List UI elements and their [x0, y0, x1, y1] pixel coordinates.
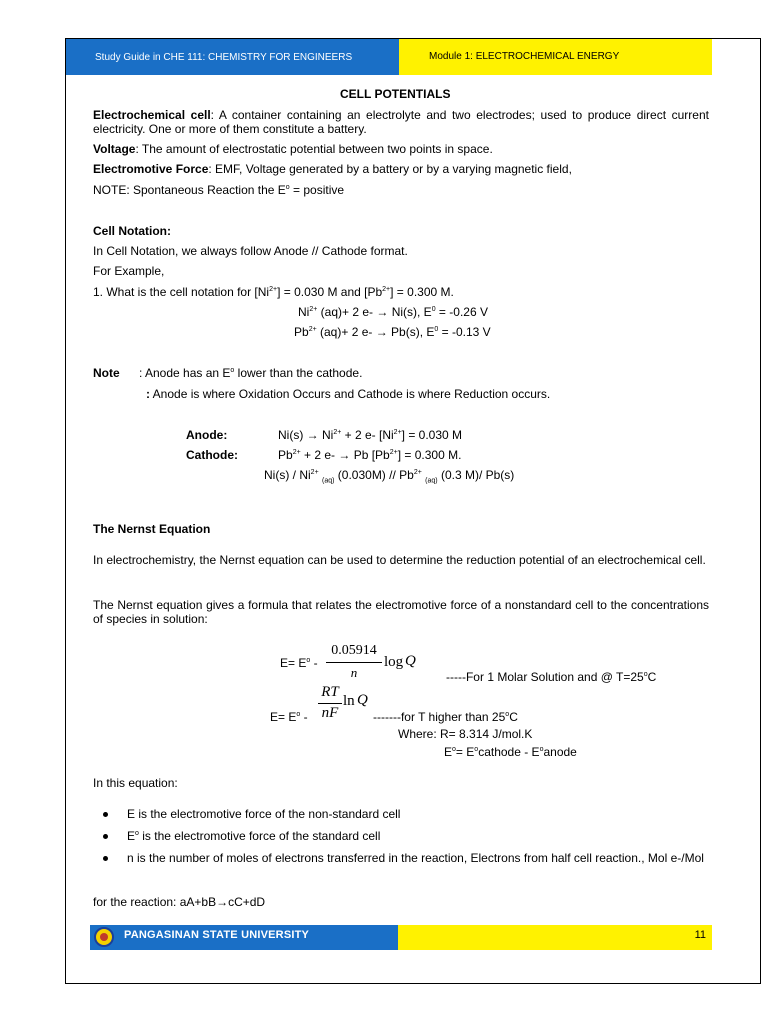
subscript: (aq) — [425, 477, 438, 485]
text: (aq)+ 2 e- → Pb(s), E — [316, 325, 435, 339]
eq2-fraction-bar — [318, 703, 342, 704]
anode-reaction — [278, 428, 462, 442]
note-text: = positive — [289, 183, 345, 197]
eq1-fraction-bar — [326, 662, 382, 663]
text: anode — [543, 745, 577, 759]
cathode-label: Cathode: — [186, 448, 238, 462]
text: E= E — [270, 710, 297, 724]
pb-half-reaction — [294, 325, 491, 339]
header-module: Module 1: ELECTROCHEMICAL ENERGY — [429, 51, 620, 62]
text: E= E — [280, 656, 307, 670]
superscript: o — [643, 671, 648, 678]
def-emf — [93, 162, 572, 176]
eq1-numerator: 0.05914 — [331, 643, 377, 658]
equation-intro: In this equation: — [93, 776, 178, 790]
university-seal-icon — [94, 927, 114, 947]
text: = -0.26 V — [435, 305, 488, 319]
superscript: 2+ — [309, 306, 318, 313]
subscript: (aq) — [322, 477, 335, 485]
note-line-1 — [139, 366, 362, 380]
superscript: o — [285, 184, 290, 191]
text: + 2 e- → Pb [Pb — [300, 448, 390, 462]
superscript: 2+ — [308, 326, 317, 333]
header-module-banner — [399, 39, 712, 75]
superscript: 2+ — [382, 286, 391, 293]
text: -------for T higher than 25 — [373, 710, 506, 724]
bullet-icon — [103, 812, 108, 817]
text: Pb — [294, 325, 309, 339]
superscript: o — [230, 367, 235, 374]
superscript: 2+ — [269, 286, 278, 293]
text: -----For 1 Molar Solution and @ T=25 — [446, 670, 644, 684]
superscript: o — [452, 746, 456, 753]
superscript: 2+ — [393, 429, 402, 436]
text: - — [300, 710, 308, 724]
text: : Anode has an E — [139, 366, 231, 380]
text: cathode - E — [478, 745, 540, 759]
text: ] = 0.030 M — [401, 428, 463, 442]
footer-page-banner — [398, 925, 712, 950]
text: is the electromotive force of the standard cell — [138, 829, 381, 843]
superscript: o — [306, 657, 311, 664]
eq1-log: log — [384, 654, 404, 670]
text: C — [509, 710, 518, 724]
def-term: Electromotive Force — [93, 162, 209, 176]
cathode-reaction — [278, 448, 461, 462]
eq2-q: Q — [357, 692, 368, 708]
text: - — [310, 656, 318, 670]
text: (0.030M) // Pb — [334, 468, 414, 482]
text: ] = 0.030 M and [Pb — [277, 285, 383, 299]
text: (0.3 M)/ Pb(s) — [437, 468, 515, 482]
text: C — [647, 670, 657, 684]
superscript: 0 — [434, 326, 439, 333]
eq2-numerator: RT — [321, 684, 339, 700]
text: Anode is where Oxidation Occurs and Cathode is where Reduction occurs. — [150, 387, 551, 401]
superscript: o — [474, 746, 479, 753]
def-electrochemical-cell — [93, 108, 709, 136]
question-1 — [93, 285, 454, 299]
eq2-ln: ln — [343, 693, 355, 709]
cell-notation-heading: Cell Notation: — [93, 224, 171, 238]
eq2-lhs — [270, 710, 308, 724]
general-reaction: for the reaction: aA+bB→cC+dD — [93, 895, 266, 909]
header-course-banner — [66, 39, 399, 75]
bullet-icon — [103, 856, 108, 861]
nernst-heading: The Nernst Equation — [93, 522, 211, 536]
text: ] = 0.300 M. — [397, 448, 462, 462]
text: E — [127, 829, 136, 843]
superscript: o — [539, 746, 544, 753]
text: = E — [455, 745, 475, 759]
bullet-n: n is the number of moles of electrons transferred in the reaction, Electrons from half cell reaction., Mol e-/Mol — [127, 851, 704, 865]
gas-constant: Where: R= 8.314 J/mol.K — [398, 727, 533, 741]
nernst-paragraph-2: The Nernst equation gives a formula that relates the electromotive force of a nonstandard cell to the concentrations of species in solution: — [93, 598, 709, 626]
nernst-paragraph-1: In electrochemistry, the Nernst equation can be used to determine the reduction potential of an electrochemical cell. — [93, 553, 706, 567]
text: = -0.13 V — [438, 325, 491, 339]
standard-potential-formula — [444, 745, 577, 759]
footer-university: PANGASINAN STATE UNIVERSITY — [124, 929, 310, 941]
text: (aq)+ 2 e- → Ni(s), E — [317, 305, 432, 319]
page-number: 11 — [694, 929, 706, 941]
superscript: 2+ — [389, 449, 398, 456]
text: Ni(s) → Ni — [278, 428, 334, 442]
text: E — [444, 745, 453, 759]
text: : — [146, 387, 150, 401]
note-line-2 — [146, 387, 550, 401]
text: Ni(s) / Ni — [264, 468, 311, 482]
cell-notation-rule: In Cell Notation, we always follow Anode // Cathode format. — [93, 244, 408, 258]
text: + 2 e- [Ni — [341, 428, 394, 442]
superscript: 0 — [431, 306, 436, 313]
def-term: Electrochemical cell — [93, 108, 211, 122]
note-label: Note — [93, 366, 120, 380]
bullet-icon — [103, 834, 108, 839]
text: 1. What is the cell notation for [Ni — [93, 285, 270, 299]
eq1-note — [446, 670, 656, 684]
bullet-e0 — [127, 829, 380, 843]
note-text: NOTE: Spontaneous Reaction the E — [93, 183, 286, 197]
def-text: : A container containing an electrolyte and two electrodes; used to produce direct current electricity. One or more of them constitute a battery. — [93, 108, 709, 136]
bullet-e: E is the electromotive force of the non-standard cell — [127, 807, 401, 821]
superscript: 2+ — [292, 449, 301, 456]
page-title: CELL POTENTIALS — [340, 87, 451, 101]
eq2-denominator: nF — [321, 705, 339, 721]
def-text: : EMF, Voltage generated by a battery or by a varying magnetic field, — [208, 162, 572, 176]
def-text: : The amount of electrostatic potential between two points in space. — [135, 142, 493, 156]
superscript: 2+ — [310, 469, 319, 476]
superscript: o — [135, 830, 139, 837]
text: Ni — [298, 305, 310, 319]
superscript: o — [296, 711, 301, 718]
for-example: For Example, — [93, 264, 165, 278]
eq1-q: Q — [405, 653, 416, 669]
note-spontaneous — [93, 183, 344, 197]
superscript: 2+ — [413, 469, 422, 476]
def-voltage — [93, 142, 493, 156]
ni-half-reaction — [298, 305, 488, 319]
anode-label: Anode: — [186, 428, 228, 442]
text: ] = 0.300 M. — [390, 285, 454, 299]
eq2-note — [373, 710, 518, 724]
footer-university-banner — [90, 925, 398, 950]
superscript: o — [505, 711, 510, 718]
eq1-denominator: n — [350, 665, 358, 680]
def-term: Voltage — [93, 142, 136, 156]
eq1-lhs — [280, 656, 318, 670]
cell-notation-answer — [264, 468, 515, 485]
text: Pb — [278, 448, 293, 462]
text: lower than the cathode. — [234, 366, 363, 380]
header-course: Study Guide in CHE 111: CHEMISTRY FOR ENGINEERS — [95, 52, 353, 63]
superscript: 2+ — [333, 429, 342, 436]
